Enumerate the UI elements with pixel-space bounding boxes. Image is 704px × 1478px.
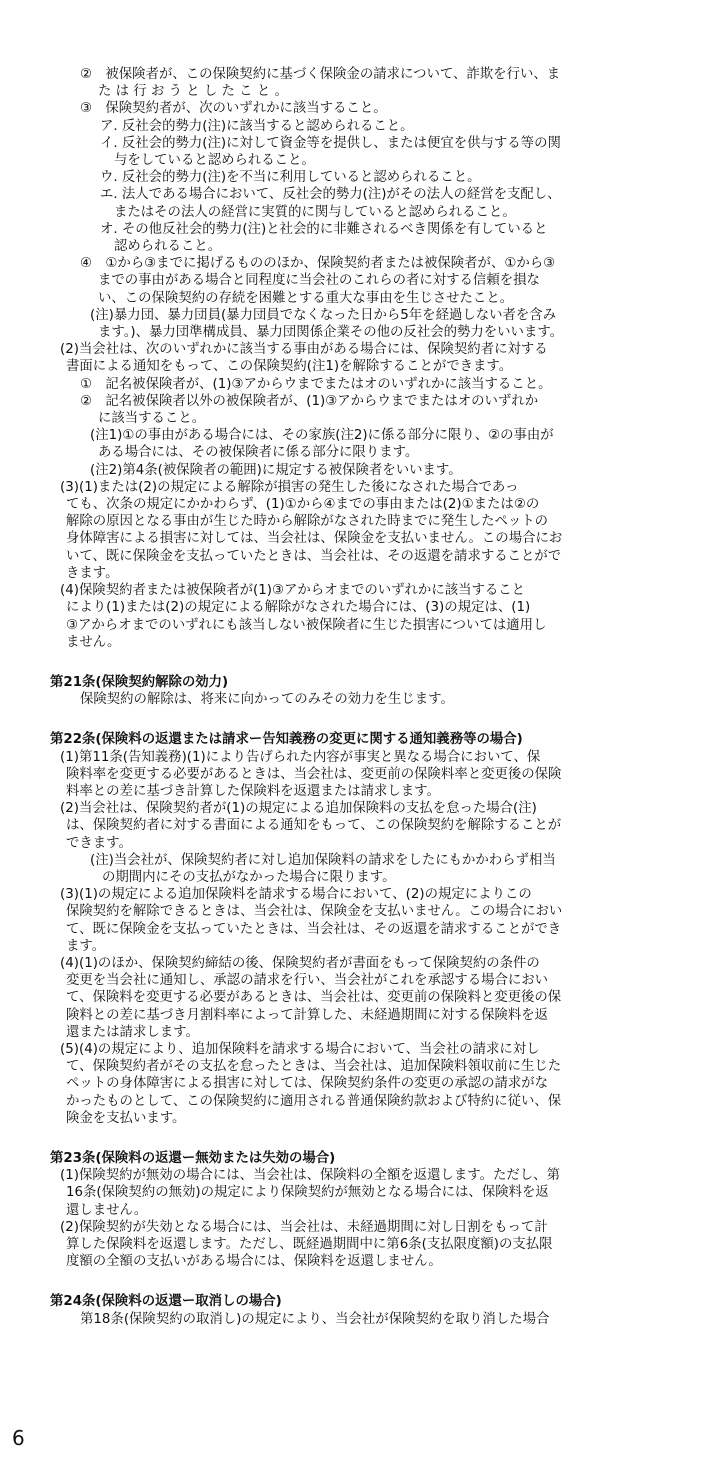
text-line: (1)第11条(告知義務)(1)により告げられた内容が事実と異なる場合において、保 <box>60 749 541 765</box>
text-line: ある場合には、その被保険者に係る部分に限ります。 <box>98 445 419 461</box>
text-line: までの事由がある場合と同程度に当会社のこれらの者に対する信頼を損な <box>98 273 540 289</box>
text-line: て、保険料を変更する必要があるときは、当会社は、変更前の保険料と変更後の保 <box>66 990 562 1006</box>
article-heading: 第22条(保険料の返還または請求ー告知義務の変更に関する通知義務等の場合) <box>50 732 523 748</box>
text-line: 還しません。 <box>66 1202 148 1218</box>
text-line: (注1)①の事由がある場合には、その家族(注2)に係る部分に限り、②の事由が <box>90 428 554 444</box>
text-line: ても、次条の規定にかかわらず、(1)①から④までの事由または(2)①または②の <box>66 497 540 513</box>
text-line: かったものとして、この保険契約に適用される普通保険約款および特約に従い、保 <box>66 1093 562 1109</box>
text-line: ② 記名被保険者以外の被保険者が、(1)③アからウまでまたはオのいずれか <box>80 393 539 409</box>
text-line: 料率との差に基づき計算した保険料を返還または請求します。 <box>66 783 440 799</box>
text-line: 険金を支払います。 <box>66 1110 186 1126</box>
text-line: 身体障害による損害に対しては、当会社は、保険金を支払いません。この場合にお <box>66 531 563 547</box>
text-line: (4)保険契約者または被保険者が(1)③アからオまでのいずれかに該当すること <box>60 583 526 599</box>
text-line: 書面による通知をもって、この保険契約(注1)を解除することができます。 <box>66 359 513 375</box>
text-line: (4)(1)のほか、保険契約締結の後、保険契約者が書面をもって保険契約の条件の <box>60 955 540 971</box>
text-line: ません。 <box>66 634 121 650</box>
document-body <box>50 66 656 1328</box>
text-line: 険料率を変更する必要があるときは、当会社は、変更前の保険料率と変更後の保険 <box>66 766 562 782</box>
text-line: 還または請求します。 <box>66 1024 199 1040</box>
text-line: て、既に保険金を支払っていたときは、当会社は、その返還を請求することができ <box>66 921 562 937</box>
text-line: の期間内にその支払がなかった場合に限ります。 <box>102 869 396 885</box>
text-line: (3)(1)または(2)の規定による解除が損害の発生した後になされた場合であっ <box>60 479 519 495</box>
section-gap <box>50 708 656 731</box>
text-line: ペットの身体障害による損害に対しては、保険契約条件の変更の承認の請求がな <box>66 1076 549 1092</box>
text-line: きます。 <box>66 565 119 581</box>
page-number: 6 <box>12 1426 25 1450</box>
text-line: い、この保険契約の存続を困難とする重大な事由を生じさせたこと。 <box>98 290 514 306</box>
text-line: (3)(1)の規定による追加保険料を請求する場合において、(2)の規定によりこの <box>60 887 532 903</box>
text-line: またはその法人の経営に実質的に関与していると認められること。 <box>114 204 516 220</box>
text-line: 保険契約を解除できるときは、当会社は、保険金を支払いません。この場合におい <box>66 904 563 920</box>
text-line: オ. その他反社会的勢力(注)と社会的に非難されるべき関係を有していると <box>100 221 548 237</box>
text-line: ア. 反社会的勢力(注)に該当すると認められること。 <box>100 118 414 134</box>
text-line: (2)当会社は、次のいずれかに該当する事由がある場合には、保険契約者に対する <box>60 342 548 358</box>
text-line: (注)当会社が、保険契約者に対し追加保険料の請求をしたにもかかわらず相当 <box>90 852 556 868</box>
text-line: 変更を当会社に通知し、承認の請求を行い、当会社がこれを承認する場合におい <box>66 973 549 989</box>
text-line: 度額の全額の支払いがある場合には、保険料を返還しません。 <box>66 1254 442 1270</box>
text-line: ③アからオまでのいずれにも該当しない被保険者に生じた損害については適用し <box>66 617 547 633</box>
text-line: (1)保険契約が無効の場合には、当会社は、保険料の全額を返還します。ただし、第 <box>60 1168 560 1184</box>
text-line: 第18条(保険契約の取消し)の規定により、当会社が保険契約を取り消した場合 <box>80 1311 550 1327</box>
text-line: ウ. 反社会的勢力(注)を不当に利用していると認められること。 <box>100 170 481 186</box>
text-line: (注)暴力団、暴力団員(暴力団員でなくなった日から5年を経過しない者を含み <box>90 307 557 323</box>
section-gap <box>50 1270 656 1293</box>
section-gap <box>50 651 656 674</box>
text-line: ます。 <box>66 938 106 954</box>
text-line: 解除の原因となる事由が生じた時から解除がなされた時までに発生したペットの <box>66 514 549 530</box>
text-line: 険料との差に基づき月割料率によって計算した、未経過期間に対する保険料を返 <box>66 1007 549 1023</box>
text-line: エ. 法人である場合において、反社会的勢力(注)がその法人の経営を支配し、 <box>100 187 561 203</box>
text-line: 与をしていると認められること。 <box>114 153 315 169</box>
article-heading: 第24条(保険料の返還ー取消しの場合) <box>50 1294 282 1310</box>
text-line: ② 被保険者が、この保険契約に基づく保険金の請求について、詐欺を行い、ま <box>80 67 561 82</box>
text-line: 保険契約の解除は、将来に向かってのみその効力を生じます。 <box>80 692 454 708</box>
text-line: できます。 <box>66 835 132 851</box>
section-gap <box>50 1127 656 1150</box>
article-heading: 第21条(保険契約解除の効力) <box>50 674 229 690</box>
text-line: は、保険契約者に対する書面による通知をもって、この保険契約を解除することが <box>66 818 562 834</box>
text-line: ③ 保険契約者が、次のいずれかに該当すること。 <box>80 101 387 117</box>
text-line: いて、既に保険金を支払っていたときは、当会社は、その返還を請求することがで <box>66 548 562 564</box>
text-line: 認められること。 <box>114 239 222 255</box>
text-line: (2)当会社は、保険契約者が(1)の規定による追加保険料の支払を怠った場合(注) <box>60 801 537 817</box>
text-line: (注2)第4条(被保険者の範囲)に規定する被保険者をいいます。 <box>90 462 462 478</box>
text-line: て、保険契約者がその支払を怠ったときは、当会社は、追加保険料領収前に生じた <box>66 1059 562 1075</box>
text-line: イ. 反社会的勢力(注)に対して資金等を提供し、または便宜を供与する等の関 <box>100 135 561 151</box>
text-line: (5)(4)の規定により、追加保険料を請求する場合において、当会社の請求に対し <box>60 1041 540 1057</box>
text-line: ④ ①から③までに掲げるもののほか、保険契約者または被保険者が、①から③ <box>80 256 556 272</box>
text-line: ます。)、暴力団準構成員、暴力団関係企業その他の反社会的勢力をいいます。 <box>98 325 564 341</box>
text-line: ① 記名被保険者が、(1)③アからウまでまたはオのいずれかに該当すること。 <box>80 376 552 392</box>
text-line: (2)保険契約が失効となる場合には、当会社は、未経過期間に対し日割をもって計 <box>60 1219 548 1235</box>
text-line: た は 行 お う と し た こ と 。 <box>98 84 288 100</box>
text-line: に該当すること。 <box>98 411 206 427</box>
article-heading: 第23条(保険料の返還ー無効または失効の場合) <box>50 1150 336 1166</box>
text-line: 16条(保険契約の無効)の規定により保険契約が無効となる場合には、保険料を返 <box>66 1185 549 1201</box>
text-line: により(1)または(2)の規定による解除がなされた場合には、(3)の規定は、(1) <box>66 600 531 616</box>
text-line: 算した保険料を返還します。ただし、既経過期間中に第6条(支払限度額)の支払限 <box>66 1237 553 1252</box>
